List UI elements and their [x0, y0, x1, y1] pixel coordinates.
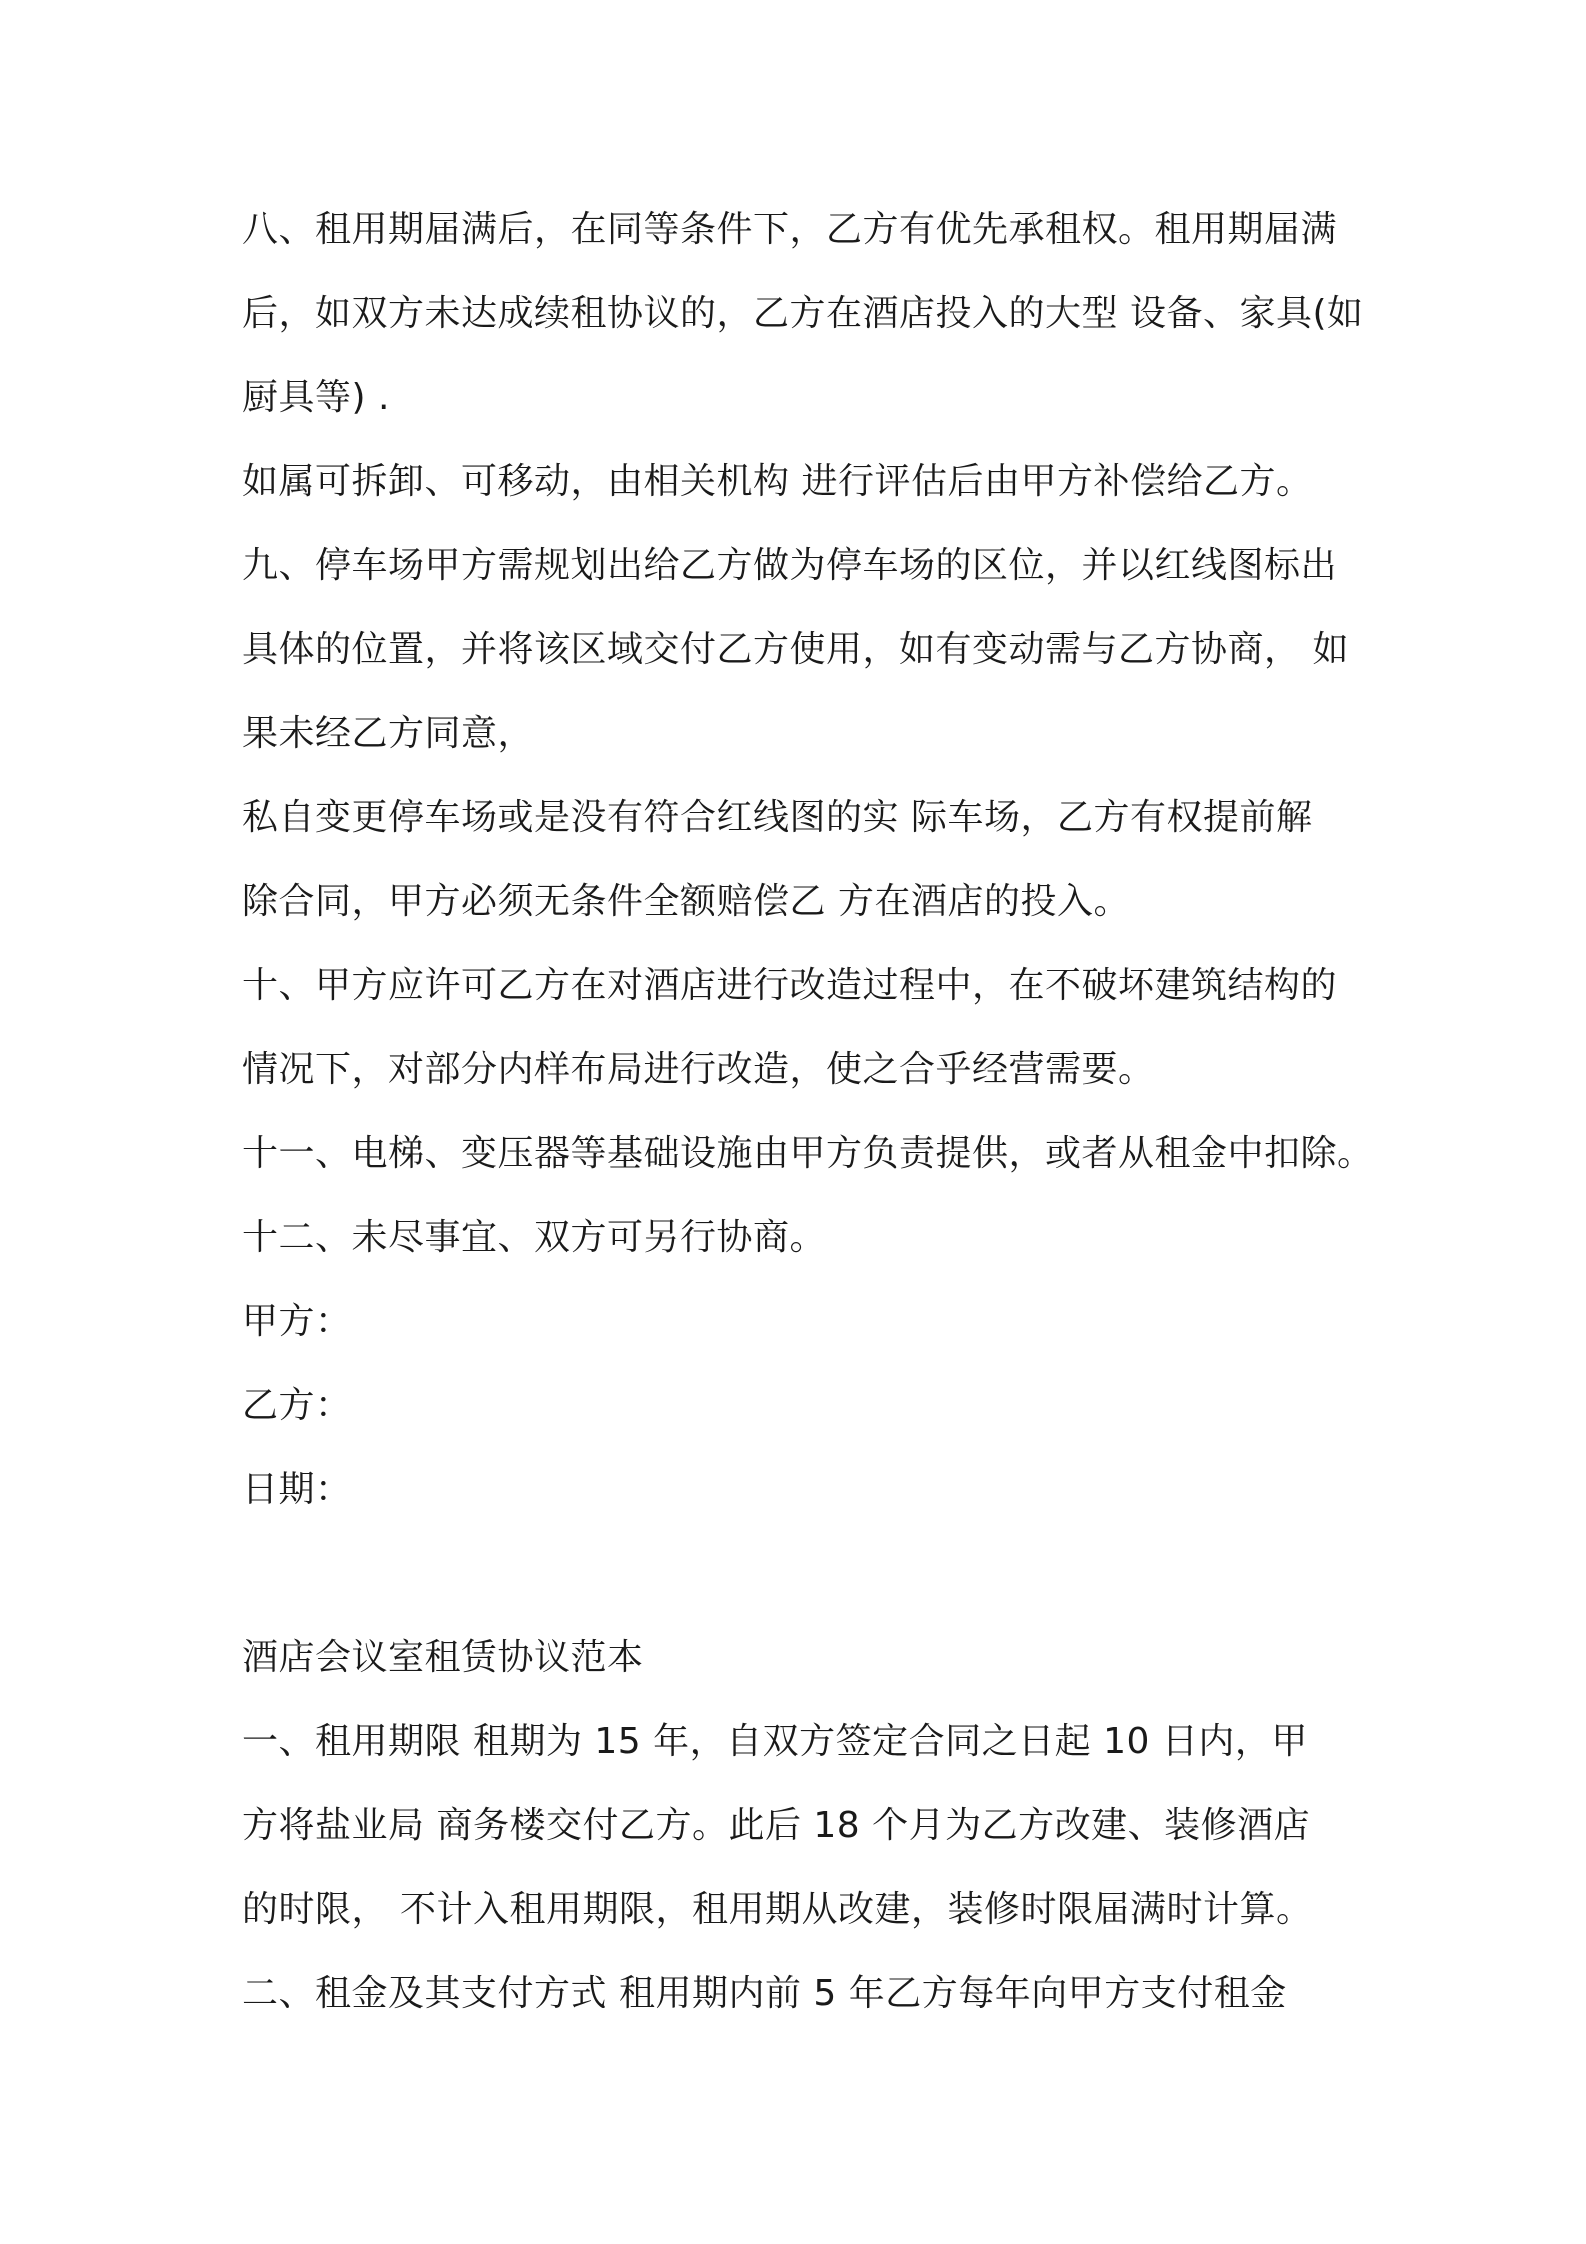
party-b-label: 乙方：: [242, 1385, 352, 1426]
clause-9-line-3: 果未经乙方同意，: [242, 713, 535, 754]
term-clause-line-2: 方将盐业局 商务楼交付乙方。此后 18 个月为乙方改建、装修酒店: [242, 1805, 1311, 1846]
second-document-title: 酒店会议室租赁协议范本: [242, 1637, 644, 1678]
date-label: 日期：: [242, 1469, 352, 1510]
clause-10-line-1: 十、甲方应许可乙方在对酒店进行改造过程中，在不破坏建筑结构的: [242, 965, 1338, 1006]
term-clause-line-1: 一、租用期限 租期为 15 年，自双方签定合同之日起 10 日内，甲: [242, 1721, 1308, 1762]
clause-9-line-2: 具体的位置，并将该区域交付乙方使用，如有变动需与乙方协商， 如: [242, 629, 1349, 670]
clause-8-line-4: 如属可拆卸、可移动，由相关机构 进行评估后由甲方补偿给乙方。: [242, 461, 1313, 502]
clause-11-line: 十一、电梯、变压器等基础设施由甲方负责提供，或者从租金中扣除。: [242, 1133, 1374, 1174]
clause-10-line-2: 情况下，对部分内样布局进行改造，使之合乎经营需要。: [242, 1049, 1155, 1090]
clause-8-line-3: 厨具等) .: [242, 377, 390, 418]
rent-clause-line-1: 二、租金及其支付方式 租用期内前 5 年乙方每年向甲方支付租金: [242, 1973, 1287, 2014]
party-a-label: 甲方：: [242, 1301, 352, 1342]
clause-12-line: 十二、未尽事宜、双方可另行协商。: [242, 1217, 827, 1258]
term-clause-line-3: 的时限， 不计入租用期限，租用期从改建，装修时限届满时计算。: [242, 1889, 1313, 1930]
clause-9-line-1: 九、停车场甲方需规划出给乙方做为停车场的区位，并以红线图标出: [242, 545, 1338, 586]
clause-9-line-4: 私自变更停车场或是没有符合红线图的实 际车场，乙方有权提前解: [242, 797, 1313, 838]
clause-8-line-1: 八、租用期届满后，在同等条件下，乙方有优先承租权。租用期届满: [242, 209, 1338, 250]
clause-8-line-2: 后，如双方未达成续租协议的，乙方在酒店投入的大型 设备、家具(如: [242, 293, 1364, 334]
clause-9-line-5: 除合同，甲方必须无条件全额赔偿乙 方在酒店的投入。: [242, 881, 1130, 922]
